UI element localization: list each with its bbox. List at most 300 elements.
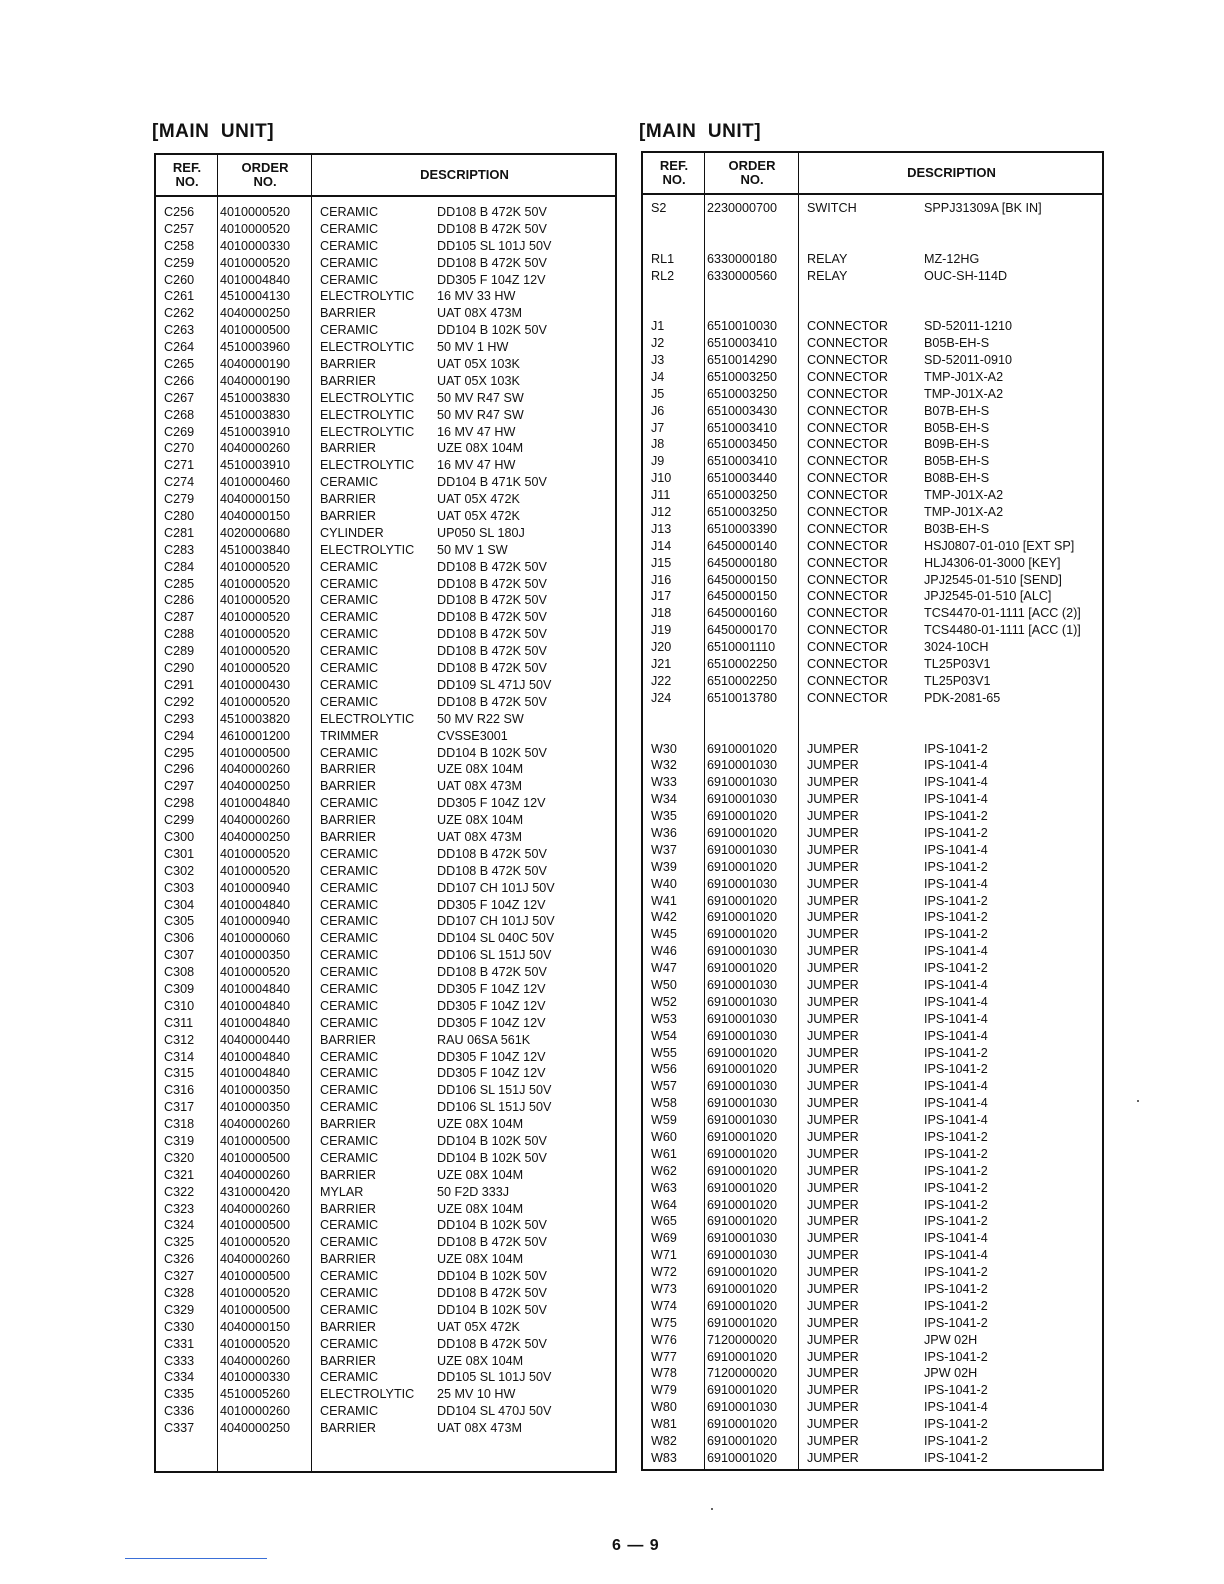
cell-ref: J14 [651, 538, 672, 553]
table-row [156, 1336, 615, 1353]
cell-order: 4040000260 [220, 813, 291, 828]
cell-ref: J2 [651, 336, 665, 351]
cell-spec: B03B-EH-S [924, 521, 990, 536]
cell-spec: JPJ2545-01-510 [SEND] [924, 572, 1062, 587]
cell-spec: B09B-EH-S [924, 437, 990, 452]
table-row [643, 1315, 1102, 1332]
cell-order: 4010000520 [220, 205, 291, 219]
cell-order: 6510002250 [707, 673, 778, 688]
cell-spec: IPS-1041-2 [924, 1434, 988, 1449]
cell-type: JUMPER [807, 1434, 859, 1449]
cell-ref: C337 [164, 1421, 195, 1436]
table-row [643, 1230, 1102, 1247]
table-row [643, 1112, 1102, 1129]
cell-order: 4010000520 [220, 694, 291, 709]
table-row [156, 897, 615, 914]
cell-type: CERAMIC [320, 475, 379, 490]
description-header: DESCRIPTION [907, 165, 996, 180]
cell-order: 4010000350 [220, 1100, 291, 1115]
table-row [156, 1302, 615, 1319]
cell-type: CERAMIC [320, 559, 379, 574]
cell-type: BARRIER [320, 1421, 376, 1436]
cell-spec: SD-52011-0910 [924, 353, 1012, 368]
cell-order: 6510003430 [707, 403, 778, 418]
table-row [156, 1065, 615, 1082]
cell-type: JUMPER [807, 876, 859, 891]
table-row [156, 846, 615, 863]
table-row [156, 1015, 615, 1032]
table-row [156, 1133, 615, 1150]
cell-spec: DD104 B 102K 50V [437, 745, 547, 760]
cell-ref: C335 [164, 1387, 195, 1402]
cell-ref: W37 [651, 842, 677, 857]
table-row [156, 204, 615, 221]
cell-type: BARRIER [320, 357, 376, 372]
cell-type: CERAMIC [320, 796, 379, 811]
cell-ref: W61 [651, 1146, 677, 1161]
table-row [156, 1268, 615, 1285]
cell-ref: J5 [651, 386, 665, 401]
cell-ref: J4 [651, 369, 665, 384]
table-row [643, 977, 1102, 994]
cell-order: 4010000520 [220, 644, 291, 659]
cell-order: 4510003960 [220, 340, 291, 355]
cell-spec: DD305 F 104Z 12V [437, 1015, 546, 1030]
cell-ref: C305 [164, 914, 195, 929]
table-row [643, 1349, 1102, 1366]
table-row [643, 335, 1102, 352]
table-row [643, 538, 1102, 555]
cell-type: BARRIER [320, 373, 376, 388]
cell-order: 6510002250 [707, 657, 778, 672]
cell-order: 4010000500 [220, 323, 291, 338]
cell-ref: J17 [651, 589, 672, 604]
cell-spec: 50 MV 1 SW [437, 542, 508, 557]
cell-spec: DD104 B 102K 50V [437, 323, 547, 338]
cell-spec: DD104 B 102K 50V [437, 1133, 547, 1148]
cell-ref: W59 [651, 1113, 677, 1128]
cell-spec: DD305 F 104Z 12V [437, 796, 546, 811]
cell-type: BARRIER [320, 829, 376, 844]
cell-spec: TL25P03V1 [924, 673, 991, 688]
cell-ref: C258 [164, 238, 195, 253]
table-row [643, 757, 1102, 774]
cell-spec: TCS4470-01-1111 [ACC (2)] [924, 606, 1081, 621]
cell-spec: DD108 B 472K 50V [437, 593, 547, 608]
cell-ref: J11 [651, 488, 671, 503]
table-row [643, 1399, 1102, 1416]
cell-order: 6510003250 [707, 488, 778, 503]
cell-type: ELECTROLYTIC [320, 390, 415, 405]
cell-ref: W75 [651, 1315, 677, 1330]
table-row [643, 1382, 1102, 1399]
cell-order: 7120000020 [707, 1332, 778, 1347]
cell-order: 6450000160 [707, 606, 778, 621]
cell-type: CERAMIC [320, 863, 379, 878]
cell-spec: UAT 08X 473M [437, 829, 522, 844]
cell-order: 4040000260 [220, 1117, 291, 1132]
table-row [156, 677, 615, 694]
cell-ref: W54 [651, 1028, 677, 1043]
cell-order: 4610001200 [220, 728, 291, 743]
cell-spec: IPS-1041-2 [924, 859, 988, 874]
cell-type: CERAMIC [320, 661, 379, 676]
table-row [156, 829, 615, 846]
cell-spec: JPJ2545-01-510 [ALC] [924, 589, 1052, 604]
cell-type: CONNECTOR [807, 369, 888, 384]
cell-order: 6510003440 [707, 471, 778, 486]
cell-type: JUMPER [807, 1450, 859, 1465]
cell-order: 4010004840 [220, 1066, 291, 1081]
right-parts-table [641, 151, 1104, 1471]
table-row [643, 200, 1102, 217]
cell-ref: W45 [651, 927, 677, 942]
table-row [156, 745, 615, 762]
cell-ref: C290 [164, 661, 195, 676]
table-row [643, 876, 1102, 893]
cell-ref: C274 [164, 475, 195, 490]
cell-ref: W69 [651, 1231, 677, 1246]
cell-spec: IPS-1041-2 [924, 1315, 988, 1330]
cell-order: 4010000460 [220, 475, 291, 490]
cell-ref: C286 [164, 593, 195, 608]
cell-type: CONNECTOR [807, 420, 888, 435]
cell-spec: IPS-1041-2 [924, 1180, 988, 1195]
cell-spec: 50 MV R47 SW [437, 390, 524, 405]
cell-order: 6910001030 [707, 994, 778, 1009]
cell-spec: IPS-1041-4 [924, 994, 988, 1009]
cell-type: JUMPER [807, 944, 859, 959]
cell-ref: C327 [164, 1269, 195, 1284]
cell-order: 4010000520 [220, 846, 291, 861]
table-row [643, 284, 1102, 301]
cell-type: CERAMIC [320, 221, 379, 236]
cell-order: 4010000520 [220, 559, 291, 574]
cell-order: 4010000060 [220, 931, 291, 946]
cell-type: JUMPER [807, 910, 859, 925]
cell-order: 6910001030 [707, 792, 778, 807]
left-parts-table [154, 153, 617, 1473]
cell-ref: C267 [164, 390, 195, 405]
table-row [643, 791, 1102, 808]
cell-spec: IPS-1041-4 [924, 1231, 988, 1246]
cell-ref: C281 [164, 525, 195, 540]
cell-type: JUMPER [807, 1129, 859, 1144]
cell-ref: C299 [164, 813, 195, 828]
cell-type: CERAMIC [320, 323, 379, 338]
cell-ref: C287 [164, 610, 195, 625]
cell-type: CERAMIC [320, 1015, 379, 1030]
table-row [156, 812, 615, 829]
cell-type: CERAMIC [320, 610, 379, 625]
cell-spec: DD104 B 471K 50V [437, 475, 547, 490]
table-row [156, 457, 615, 474]
cell-ref: C262 [164, 306, 195, 321]
cell-order: 6910001020 [707, 927, 778, 942]
cell-spec: DD106 SL 151J 50V [437, 1100, 552, 1115]
cell-order: 4010004840 [220, 998, 291, 1013]
table-row [643, 893, 1102, 910]
cell-order: 4010004840 [220, 981, 291, 996]
cell-order: 4010000500 [220, 1133, 291, 1148]
table-row [643, 420, 1102, 437]
cell-spec: TMP-J01X-A2 [924, 505, 1004, 520]
cell-order: 4040000250 [220, 306, 291, 321]
cell-order: 4040000150 [220, 1319, 291, 1334]
cell-type: JUMPER [807, 1146, 859, 1161]
cell-type: CERAMIC [320, 914, 379, 929]
cell-type: CERAMIC [320, 1133, 379, 1148]
cell-ref: W77 [651, 1349, 677, 1364]
cell-spec: PDK-2081-65 [924, 690, 1001, 705]
cell-ref: W65 [651, 1214, 677, 1229]
cell-type: BARRIER [320, 509, 376, 524]
table-row [156, 592, 615, 609]
cell-type: CONNECTOR [807, 657, 888, 672]
table-row [156, 795, 615, 812]
cell-ref: W35 [651, 809, 677, 824]
cell-ref: S2 [651, 201, 667, 215]
cell-spec: UZE 08X 104M [437, 813, 524, 828]
cell-type: CERAMIC [320, 1100, 379, 1115]
cell-type: ELECTROLYTIC [320, 424, 415, 439]
cell-type: MYLAR [320, 1184, 364, 1199]
cell-order: 6510003410 [707, 454, 778, 469]
cell-type: CERAMIC [320, 880, 379, 895]
cell-type: RELAY [807, 268, 848, 283]
cell-order: 4040000150 [220, 492, 291, 507]
cell-type: CONNECTOR [807, 538, 888, 553]
cell-spec: DD108 B 472K 50V [437, 965, 547, 980]
cell-order: 4010000520 [220, 576, 291, 591]
cell-type: CONNECTOR [807, 386, 888, 401]
table-row [156, 880, 615, 897]
cell-order: 4510003820 [220, 711, 291, 726]
cell-order: 6910001020 [707, 1450, 778, 1465]
cell-ref: C311 [164, 1015, 194, 1030]
table-row [643, 842, 1102, 859]
cell-order: 4040000260 [220, 1252, 291, 1267]
cell-type: JUMPER [807, 775, 859, 790]
cell-type: CONNECTOR [807, 673, 888, 688]
cell-spec: B05B-EH-S [924, 336, 990, 351]
cell-ref: C257 [164, 221, 195, 236]
cell-order: 4510003830 [220, 390, 291, 405]
cell-spec: UAT 08X 473M [437, 779, 522, 794]
cell-ref: C329 [164, 1302, 195, 1317]
table-row [643, 943, 1102, 960]
cell-order: 4010000500 [220, 1150, 291, 1165]
cell-spec: UZE 08X 104M [437, 1353, 524, 1368]
table-row [156, 998, 615, 1015]
cell-spec: IPS-1041-2 [924, 1383, 988, 1398]
cell-order: 6910001030 [707, 1096, 778, 1111]
cell-spec: DD107 CH 101J 50V [437, 914, 555, 929]
cell-spec: DD108 B 472K 50V [437, 661, 547, 676]
cell-type: CERAMIC [320, 1049, 379, 1064]
table-row [156, 1116, 615, 1133]
cell-spec: IPS-1041-4 [924, 944, 988, 959]
table-row [156, 694, 615, 711]
cell-spec: 16 MV 33 HW [437, 289, 516, 304]
cell-ref: J21 [651, 657, 672, 672]
table-row [643, 555, 1102, 572]
cell-type: JUMPER [807, 859, 859, 874]
cell-ref: C259 [164, 255, 195, 270]
cell-type: CONNECTOR [807, 319, 888, 334]
cell-order: 6450000140 [707, 538, 778, 553]
table-row [156, 947, 615, 964]
cell-spec: B07B-EH-S [924, 403, 990, 418]
table-row [643, 1365, 1102, 1382]
cell-spec: SD-52011-1210 [924, 319, 1012, 334]
cell-ref: W82 [651, 1434, 677, 1449]
cell-spec: DD108 B 472K 50V [437, 255, 547, 270]
cell-ref: C292 [164, 694, 195, 709]
ref-no-header: REF. NO. [659, 158, 689, 187]
cell-type: JUMPER [807, 1417, 859, 1432]
cell-spec: IPS-1041-4 [924, 775, 988, 790]
cell-ref: W60 [651, 1129, 677, 1144]
cell-ref: W50 [651, 977, 677, 992]
cell-order: 4010000520 [220, 661, 291, 676]
cell-ref: RL1 [651, 251, 675, 266]
cell-type: JUMPER [807, 1062, 859, 1077]
cell-order: 4010000330 [220, 1370, 291, 1385]
cell-ref: C325 [164, 1235, 195, 1250]
cell-ref: W83 [651, 1450, 677, 1465]
cell-order: 4040000260 [220, 441, 291, 456]
table-row [643, 251, 1102, 268]
table-row [156, 255, 615, 272]
table-row [643, 1045, 1102, 1062]
cell-spec: DD108 B 472K 50V [437, 610, 547, 625]
table-row [156, 1032, 615, 1049]
table-row [156, 1082, 615, 1099]
cell-spec: DD104 B 102K 50V [437, 1269, 547, 1284]
cell-spec: HLJ4306-01-3000 [KEY] [924, 555, 1061, 570]
cell-type: JUMPER [807, 1282, 859, 1296]
cell-type: CERAMIC [320, 1083, 379, 1098]
cell-ref: W57 [651, 1079, 677, 1094]
cell-spec: B05B-EH-S [924, 454, 990, 469]
cell-ref: W73 [651, 1282, 677, 1296]
table-row [643, 1281, 1102, 1298]
cell-type: JUMPER [807, 1163, 859, 1178]
cell-spec: TL25P03V1 [924, 657, 991, 672]
cell-ref: C331 [164, 1336, 195, 1351]
table-row [643, 622, 1102, 639]
table-row [643, 588, 1102, 605]
cell-ref: C289 [164, 644, 195, 659]
table-row [643, 403, 1102, 420]
cell-type: CERAMIC [320, 846, 379, 861]
cell-spec: SPPJ31309A [BK IN] [924, 201, 1042, 215]
cell-type: CONNECTOR [807, 353, 888, 368]
cell-ref: C304 [164, 897, 195, 912]
table-row [156, 542, 615, 559]
cell-spec: DD108 B 472K 50V [437, 221, 547, 236]
cell-order: 6330000560 [707, 268, 778, 283]
cell-order: 6510010030 [707, 319, 778, 334]
table-row [156, 1353, 615, 1370]
cell-order: 4010000430 [220, 677, 291, 692]
cell-type: BARRIER [320, 779, 376, 794]
cell-ref: C284 [164, 559, 195, 574]
table-row [643, 994, 1102, 1011]
table-row [156, 474, 615, 491]
cell-spec: MZ-12HG [924, 251, 980, 266]
cell-ref: C291 [164, 677, 195, 692]
cell-ref: C310 [164, 998, 195, 1013]
cell-spec: DD305 F 104Z 12V [437, 272, 546, 287]
cell-type: CONNECTOR [807, 606, 888, 621]
cell-spec: UAT 05X 103K [437, 357, 520, 372]
cell-type: CONNECTOR [807, 640, 888, 655]
table-row [643, 572, 1102, 589]
cell-order: 6450000170 [707, 623, 778, 638]
cell-type: CONNECTOR [807, 505, 888, 520]
table-row [156, 761, 615, 778]
cell-type: CERAMIC [320, 627, 379, 642]
cell-spec: DD104 B 102K 50V [437, 1150, 547, 1165]
cell-order: 6910001030 [707, 1113, 778, 1128]
table-row [643, 1078, 1102, 1095]
cell-ref: C319 [164, 1133, 195, 1148]
cell-order: 6910001020 [707, 1349, 778, 1364]
cell-order: 6910001030 [707, 1400, 778, 1415]
cell-ref: W63 [651, 1180, 677, 1195]
cell-type: RELAY [807, 251, 848, 266]
cell-ref: W39 [651, 859, 677, 874]
cell-ref: W76 [651, 1332, 677, 1347]
cell-type: CERAMIC [320, 1218, 379, 1233]
cell-ref: C266 [164, 373, 195, 388]
cell-spec: 3024-10CH [924, 640, 989, 655]
cell-ref: C280 [164, 509, 195, 524]
cell-order: 6910001020 [707, 825, 778, 840]
cell-spec: UZE 08X 104M [437, 1167, 524, 1182]
cell-spec: UZE 08X 104M [437, 441, 524, 456]
cell-type: BARRIER [320, 1201, 376, 1216]
cell-type: SWITCH [807, 201, 857, 215]
cell-order: 4040000440 [220, 1032, 291, 1047]
cell-order: 4010000520 [220, 610, 291, 625]
cell-type: JUMPER [807, 741, 859, 756]
cell-ref: C260 [164, 272, 195, 287]
table-row [156, 778, 615, 795]
cell-ref: W46 [651, 944, 677, 959]
cell-spec: B05B-EH-S [924, 420, 990, 435]
cell-ref: W47 [651, 961, 677, 976]
cell-order: 6910001020 [707, 1298, 778, 1313]
cell-spec: IPS-1041-2 [924, 1197, 988, 1212]
cell-spec: 50 F2D 333J [437, 1184, 510, 1199]
table-row [643, 352, 1102, 369]
cell-type: CERAMIC [320, 998, 379, 1013]
table-row [643, 521, 1102, 538]
cell-spec: 16 MV 47 HW [437, 424, 516, 439]
cell-ref: W30 [651, 741, 677, 756]
cell-order: 6910001020 [707, 1062, 778, 1077]
cell-type: CERAMIC [320, 205, 379, 219]
cell-ref: J20 [651, 640, 672, 655]
cell-spec: IPS-1041-2 [924, 1163, 988, 1178]
table-row [643, 1095, 1102, 1112]
cell-spec: DD108 B 472K 50V [437, 559, 547, 574]
cell-type: CERAMIC [320, 948, 379, 963]
cell-order: 6910001020 [707, 1383, 778, 1398]
